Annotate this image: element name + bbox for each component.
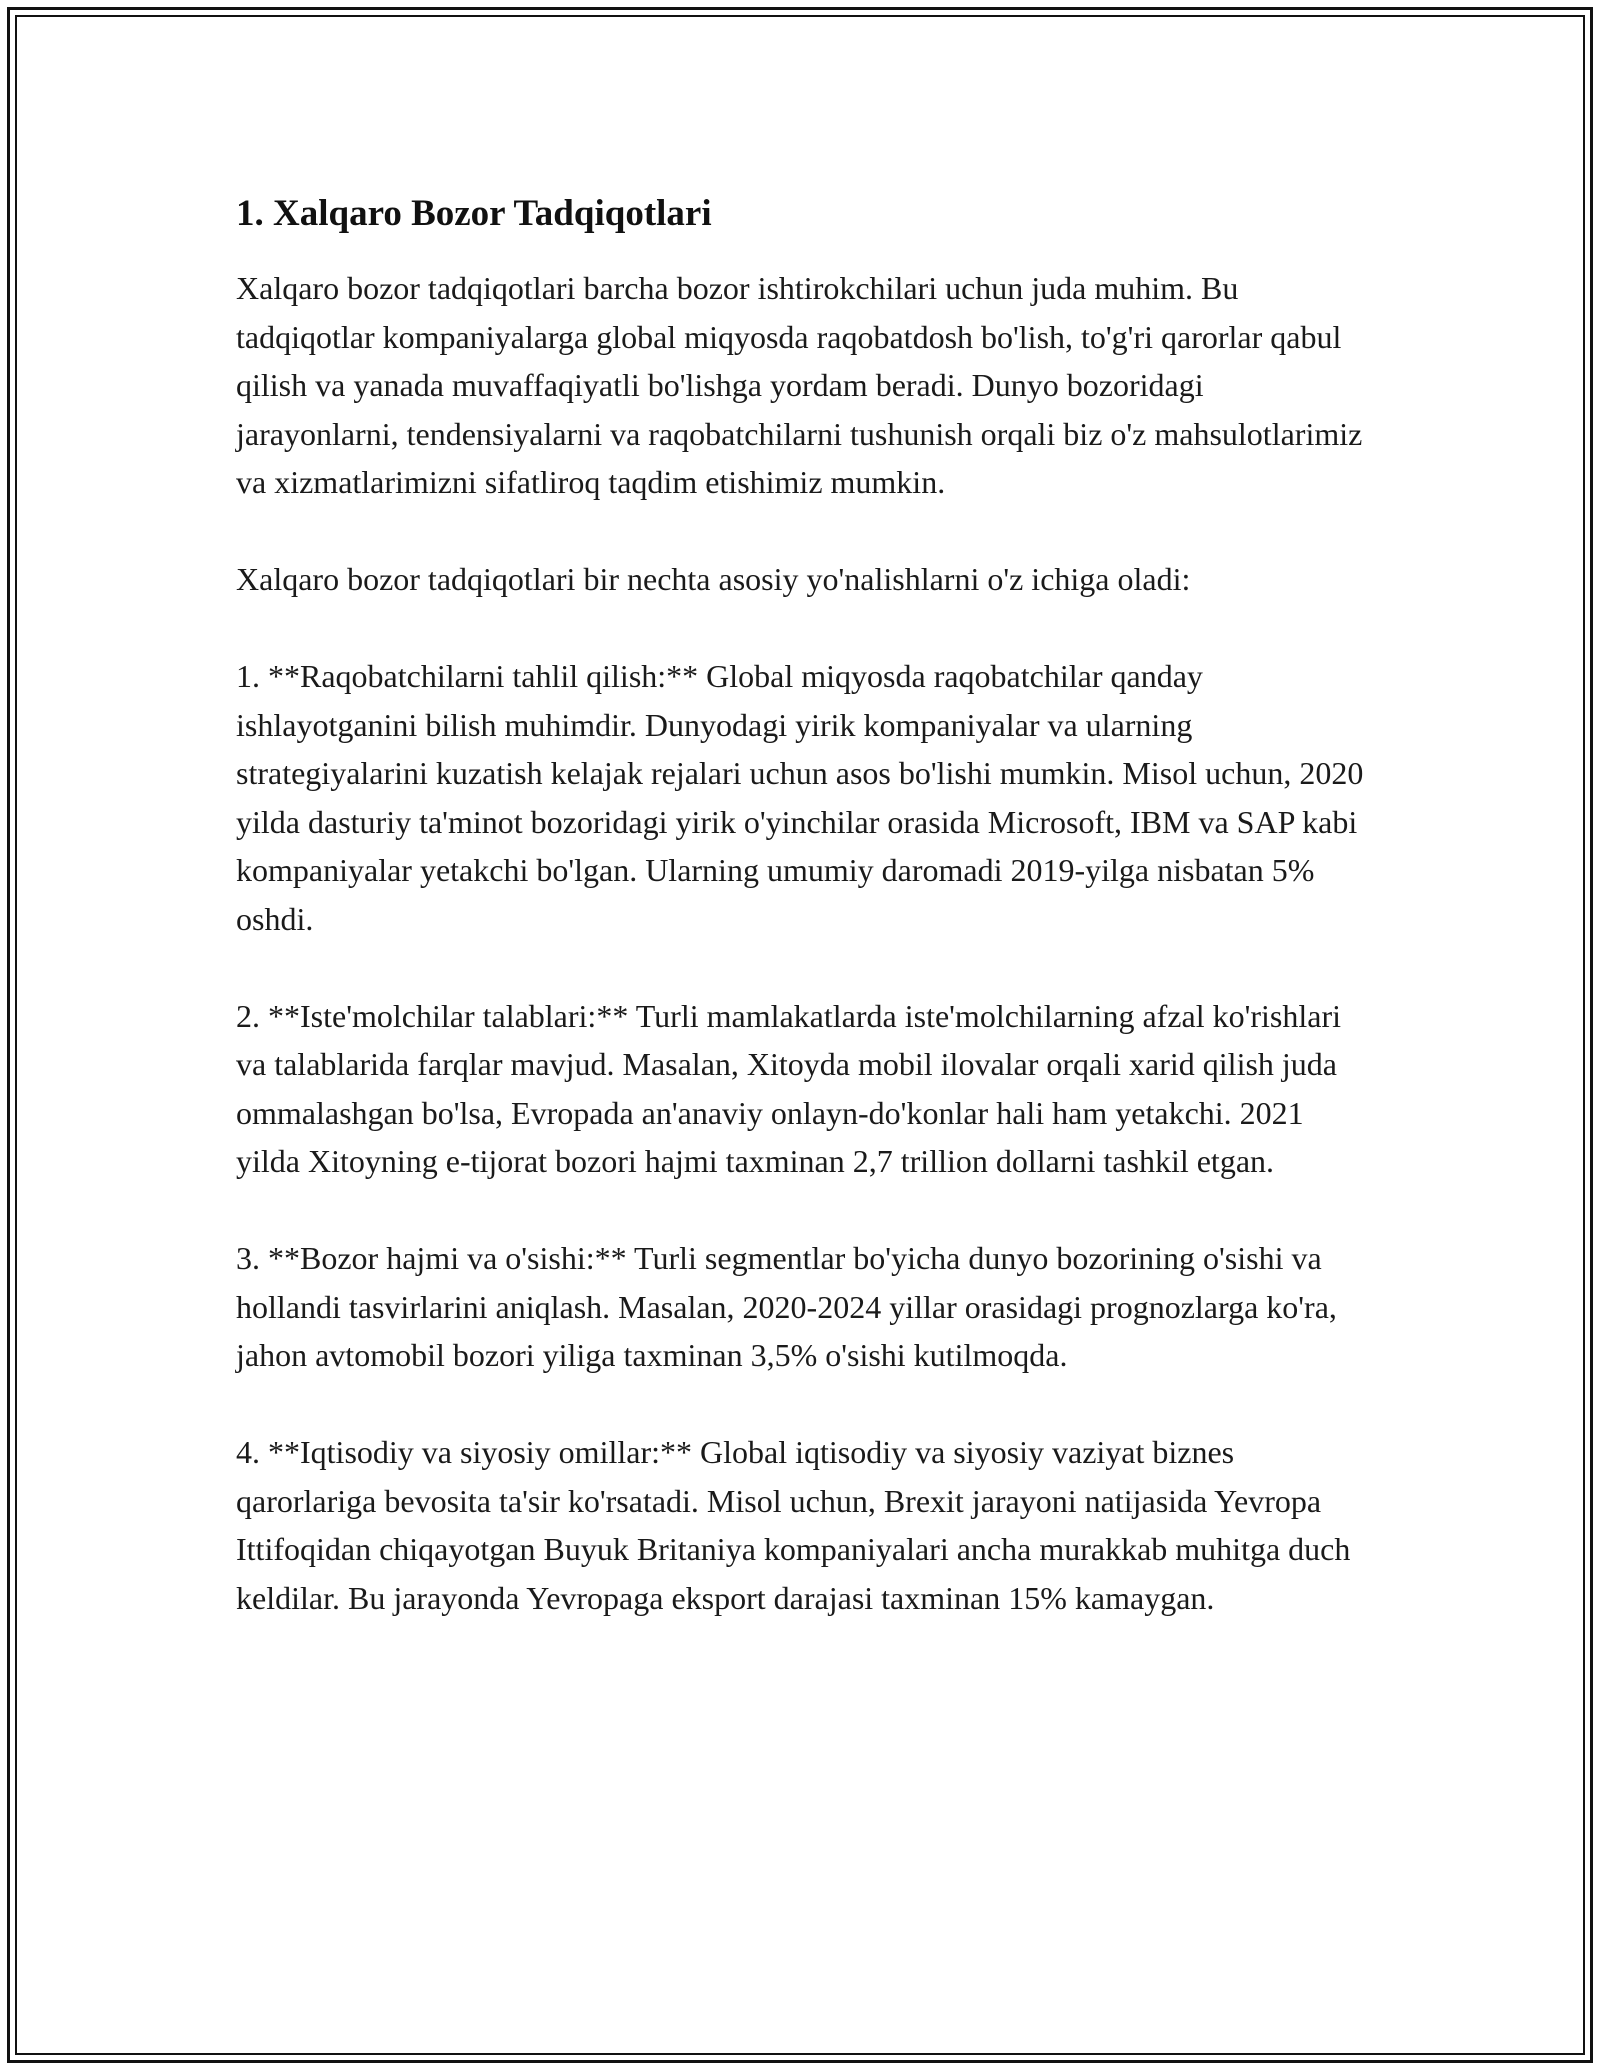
list-item-competitor-analysis: 1. **Raqobatchilarni tahlil qilish:** Global miqyosda raqobatchilar qanday ishlayotganini bilish muhimdir. Dunyodagi yirik kompaniyalar va ularning strategiyalarini kuzatish kelajak rejalari uchun asos bo'lishi mumkin. Misol uchun, 2020 yilda dasturiy ta'minot bozoridagi yirik o'yinchilar orasida Microsoft, IBM va SAP kabi kompaniyalar yetakchi bo'lgan. Ularning umumiy daromadi 2019-yilga nisbatan 5% oshdi. — [236, 658, 1364, 937]
intro-paragraph: Xalqaro bozor tadqiqotlari barcha bozor ishtirokchilari uchun juda muhim. Bu tadqiqotlar kompaniyalarga global miqyosda raqobatdosh bo'lish, to'g'ri qarorlar qabul qilish va yanada muvaffaqiyatli bo'lishga yordam beradi. Dunyo bozoridagi jarayonlarni, tendensiyalarni va raqobatchilarni tushunish orqali biz o'z mahsulotlarimiz va xizmatlarimizni sifatliroq taqdim etishimiz mumkin. — [236, 270, 1363, 500]
list-item-market-size-growth: 3. **Bozor hajmi va o'sishi:** Turli segmentlar bo'yicha dunyo bozorining o'sishi va hollandi tasvirlarini aniqlash. Masalan, 2020-2024 yillar orasidagi prognozlarga ko'ra, jahon avtomobil bozori yiliga taxminan 3,5% o'sishi kutilmoqda. — [236, 1240, 1337, 1373]
list-item-consumer-demands: 2. **Iste'molchilar talablari:** Turli mamlakatlarda iste'molchilarning afzal ko'rishlari va talablarida farqlar mavjud. Masalan, Xitoyda mobil ilovalar orqali xarid qilish juda ommalashgan bo'lsa, Evropada an'anaviy onlayn-do'konlar hali ham yetakchi. 2021 yilda Xitoyning e-tijorat bozori hajmi taxminan 2,7 trillion dollarni tashkil etgan. — [236, 997, 1341, 1179]
document-body — [236, 186, 1366, 1622]
page-title: 1. Xalqaro Bozor Tadqiqotlari — [236, 193, 712, 234]
directions-intro-paragraph: Xalqaro bozor tadqiqotlari bir nechta asosiy yo'nalishlarni o'z ichiga oladi: — [236, 561, 1191, 597]
list-item-economic-political-factors: 4. **Iqtisodiy va siyosiy omillar:** Global iqtisodiy va siyosiy vaziyat biznes qarorlariga bevosita ta'sir ko'rsatadi. Misol uchun, Brexit jarayoni natijasida Yevropa Ittifoqidan chiqayotgan Buyuk Britaniya kompaniyalari ancha murakkab muhitga duch keldilar. Bu jarayonda Yevropaga eksport darajasi taxminan 15% kamaygan. — [236, 1434, 1351, 1616]
